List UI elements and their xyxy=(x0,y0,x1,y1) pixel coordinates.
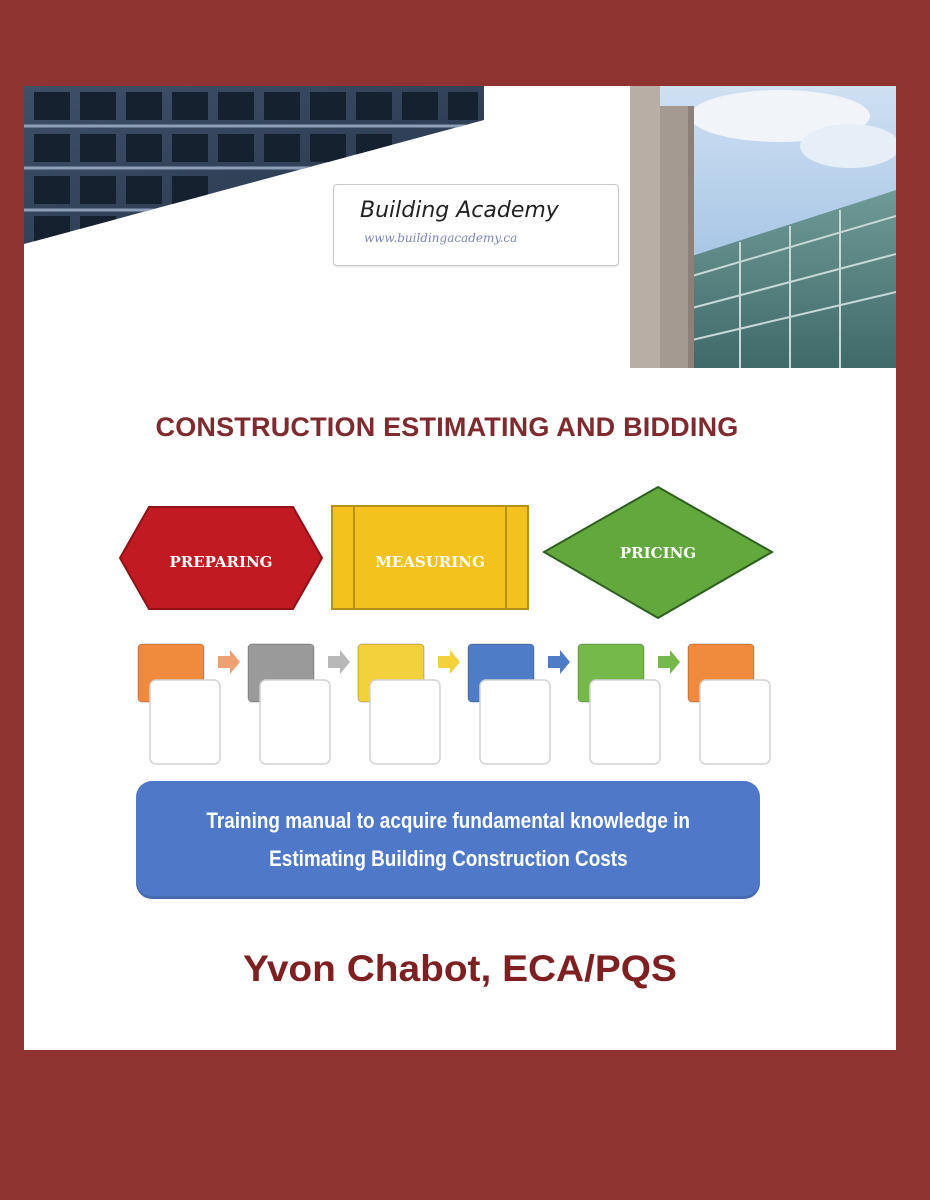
building-photo-right xyxy=(630,86,896,368)
book-title: CONSTRUCTION ESTIMATING AND BIDDING xyxy=(155,412,739,442)
phase-preparing xyxy=(120,507,322,609)
process-step-2 xyxy=(248,644,330,764)
process-step-3 xyxy=(358,644,440,764)
logo-url: www.buildingacademy.ca xyxy=(364,231,518,245)
phase-pricing xyxy=(544,487,772,618)
process-flow xyxy=(24,638,896,770)
process-step-4 xyxy=(468,644,550,764)
subtitle-banner xyxy=(136,781,760,899)
author-name: Yvon Chabot, ECA/PQS xyxy=(243,948,677,989)
phase-measuring-label: MEASURING xyxy=(375,553,485,571)
process-step-6 xyxy=(688,644,770,764)
building-academy-logo xyxy=(333,184,619,266)
phase-preparing-label: PREPARING xyxy=(169,553,273,571)
phase-pricing-label: PRICING xyxy=(619,544,697,562)
book-cover xyxy=(24,86,896,1050)
process-step-5 xyxy=(578,644,660,764)
subtitle-line-1: Training manual to acquire fundamental knowledge in xyxy=(206,808,690,833)
phase-measuring xyxy=(332,506,528,609)
logo-name: Building Academy xyxy=(360,198,559,223)
subtitle-line-2: Estimating Building Construction Costs xyxy=(268,846,628,871)
flow-arrow-icon xyxy=(218,650,240,674)
flow-arrow-icon xyxy=(438,650,460,674)
flow-arrow-icon xyxy=(658,650,680,674)
process-step-1 xyxy=(138,644,220,764)
phase-diagram xyxy=(24,481,896,626)
flow-arrow-icon xyxy=(328,650,350,674)
flow-arrow-icon xyxy=(548,650,570,674)
